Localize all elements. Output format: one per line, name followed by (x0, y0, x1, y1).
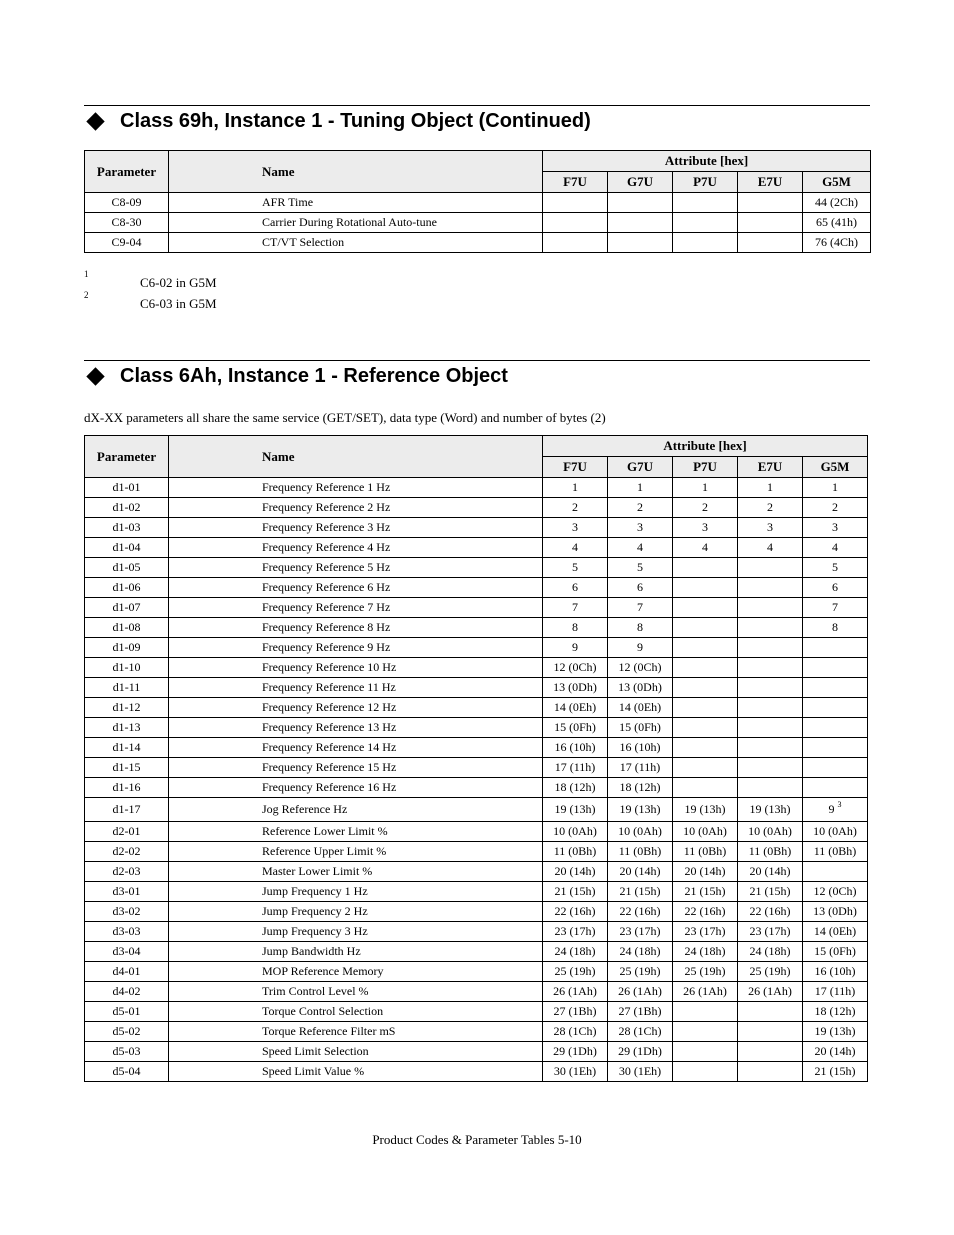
attribute-cell: 2 (543, 498, 608, 518)
attribute-cell: 11 (0Bh) (803, 842, 868, 862)
table-row (85, 778, 868, 798)
attribute-cell (738, 1062, 803, 1082)
attribute-cell: 12 (0Ch) (543, 658, 608, 678)
name-cell: Reference Upper Limit % (169, 842, 543, 862)
attribute-cell: 14 (0Eh) (803, 922, 868, 942)
attribute-cell: 10 (0Ah) (608, 822, 673, 842)
table-row (85, 942, 868, 962)
attribute-cell: 16 (10h) (543, 738, 608, 758)
attribute-cell: 19 (13h) (608, 798, 673, 822)
table-row (85, 498, 868, 518)
table-row (85, 598, 868, 618)
attribute-cell: 25 (19h) (608, 962, 673, 982)
attribute-cell: 15 (0Fh) (543, 718, 608, 738)
parameter-cell: d1-03 (85, 518, 169, 538)
attribute-cell: 13 (0Dh) (803, 902, 868, 922)
parameter-cell: d3-02 (85, 902, 169, 922)
parameter-cell: d4-02 (85, 982, 169, 1002)
attribute-cell: 2 (608, 498, 673, 518)
attribute-cell: 22 (16h) (673, 902, 738, 922)
tuning-object-table (84, 150, 871, 253)
table-row (85, 518, 868, 538)
attribute-cell: 2 (803, 498, 868, 518)
attribute-cell: 20 (14h) (608, 862, 673, 882)
attribute-cell: 12 (0Ch) (608, 658, 673, 678)
table-row (85, 538, 868, 558)
attribute-cell: 7 (543, 598, 608, 618)
table-row (85, 658, 868, 678)
table-row (85, 738, 868, 758)
col-header-g5m: G5M (803, 172, 871, 193)
name-cell: CT/VT Selection (169, 233, 543, 253)
attribute-cell: 11 (0Bh) (673, 842, 738, 862)
parameter-cell: d2-02 (85, 842, 169, 862)
attribute-cell: 1 (803, 478, 868, 498)
table-row (85, 718, 868, 738)
col-header-g7u: G7U (608, 457, 673, 478)
attribute-cell: 5 (543, 558, 608, 578)
attribute-cell (738, 678, 803, 698)
name-cell: Frequency Reference 4 Hz (169, 538, 543, 558)
attribute-cell: 21 (15h) (543, 882, 608, 902)
table-row (85, 558, 868, 578)
attribute-cell: 27 (1Bh) (543, 1002, 608, 1022)
attribute-cell: 28 (1Ch) (543, 1022, 608, 1042)
parameter-cell: d1-06 (85, 578, 169, 598)
attribute-header: Attribute [hex] (543, 151, 871, 172)
name-cell: Frequency Reference 2 Hz (169, 498, 543, 518)
attribute-cell (738, 193, 803, 213)
attribute-cell: 19 (13h) (738, 798, 803, 822)
attribute-cell: 19 (13h) (803, 1022, 868, 1042)
attribute-cell: 17 (11h) (803, 982, 868, 1002)
attribute-cell (803, 658, 868, 678)
attribute-cell (673, 578, 738, 598)
page-footer: Product Codes & Parameter Tables 5-10 (372, 1132, 582, 1147)
attribute-cell: 26 (1Ah) (608, 982, 673, 1002)
attribute-cell: 21 (15h) (738, 882, 803, 902)
section-heading (84, 361, 508, 391)
attribute-cell: 24 (18h) (738, 942, 803, 962)
table-row (85, 1022, 868, 1042)
attribute-cell: 19 (13h) (673, 798, 738, 822)
col-header-f7u: F7U (543, 172, 608, 193)
attribute-cell: 15 (0Fh) (608, 718, 673, 738)
attribute-cell (673, 758, 738, 778)
attribute-cell (803, 718, 868, 738)
table-row (85, 902, 868, 922)
col-header-p7u: P7U (673, 172, 738, 193)
attribute-cell (738, 738, 803, 758)
attribute-cell: 3 (803, 518, 868, 538)
parameter-cell: d1-01 (85, 478, 169, 498)
attribute-cell (738, 758, 803, 778)
attribute-cell (738, 718, 803, 738)
table-row (85, 578, 868, 598)
attribute-cell: 44 (2Ch) (803, 193, 871, 213)
name-cell: Carrier During Rotational Auto-tune (169, 213, 543, 233)
attribute-cell: 12 (0Ch) (803, 882, 868, 902)
name-cell: Jump Frequency 2 Hz (169, 902, 543, 922)
attribute-cell (673, 678, 738, 698)
name-cell: Frequency Reference 15 Hz (169, 758, 543, 778)
diamond-bullet-icon (86, 112, 104, 130)
table-row (85, 478, 868, 498)
name-cell: Frequency Reference 1 Hz (169, 478, 543, 498)
name-header: Name (169, 151, 543, 193)
parameter-cell: d1-13 (85, 718, 169, 738)
footnote-text: C6-02 in G5M (140, 275, 217, 290)
footnote-number: 1 (84, 269, 89, 279)
attribute-cell: 23 (17h) (608, 922, 673, 942)
name-cell: Torque Control Selection (169, 1002, 543, 1022)
attribute-cell (673, 1002, 738, 1022)
attribute-cell (673, 193, 738, 213)
parameter-cell: d1-10 (85, 658, 169, 678)
attribute-cell: 20 (14h) (738, 862, 803, 882)
parameter-cell: d3-01 (85, 882, 169, 902)
name-cell: Frequency Reference 5 Hz (169, 558, 543, 578)
parameter-cell: d3-04 (85, 942, 169, 962)
col-header-g5m: G5M (803, 457, 868, 478)
parameter-cell: d1-05 (85, 558, 169, 578)
attribute-cell (738, 638, 803, 658)
attribute-cell (673, 718, 738, 738)
attribute-cell: 11 (0Bh) (608, 842, 673, 862)
attribute-cell (673, 618, 738, 638)
name-cell: Frequency Reference 9 Hz (169, 638, 543, 658)
table-row (85, 862, 868, 882)
table-body (85, 478, 868, 1082)
table-row (85, 1042, 868, 1062)
col-header-g7u: G7U (608, 172, 673, 193)
col-header-p7u: P7U (673, 457, 738, 478)
name-cell: Trim Control Level % (169, 982, 543, 1002)
reference-object-table (84, 435, 868, 1082)
attribute-cell: 24 (18h) (673, 942, 738, 962)
attribute-cell: 6 (608, 578, 673, 598)
attribute-cell: 20 (14h) (673, 862, 738, 882)
parameter-cell: d5-04 (85, 1062, 169, 1082)
attribute-cell (803, 778, 868, 798)
name-cell: Frequency Reference 8 Hz (169, 618, 543, 638)
attribute-cell: 14 (0Eh) (608, 698, 673, 718)
table-row (85, 213, 871, 233)
attribute-cell (543, 233, 608, 253)
attribute-cell: 24 (18h) (608, 942, 673, 962)
attribute-cell (673, 698, 738, 718)
attribute-cell: 7 (803, 598, 868, 618)
attribute-cell: 13 (0Dh) (608, 678, 673, 698)
attribute-cell: 18 (12h) (543, 778, 608, 798)
table-body (85, 193, 871, 253)
attribute-cell (738, 233, 803, 253)
attribute-cell: 1 (608, 478, 673, 498)
name-cell: Frequency Reference 10 Hz (169, 658, 543, 678)
attribute-cell (738, 1022, 803, 1042)
attribute-cell: 21 (15h) (803, 1062, 868, 1082)
attribute-cell (608, 233, 673, 253)
name-cell: Jump Frequency 1 Hz (169, 882, 543, 902)
attribute-cell: 3 (738, 518, 803, 538)
attribute-cell: 14 (0Eh) (543, 698, 608, 718)
attribute-cell: 2 (738, 498, 803, 518)
attribute-value: 9 (828, 802, 835, 816)
name-cell: Jump Bandwidth Hz (169, 942, 543, 962)
name-cell: Frequency Reference 14 Hz (169, 738, 543, 758)
attribute-cell (803, 678, 868, 698)
parameter-cell: d1-14 (85, 738, 169, 758)
attribute-cell: 29 (1Dh) (543, 1042, 608, 1062)
attribute-cell: 19 (13h) (543, 798, 608, 822)
table-row (85, 842, 868, 862)
attribute-cell (803, 698, 868, 718)
attribute-cell (673, 778, 738, 798)
attribute-cell: 17 (11h) (543, 758, 608, 778)
attribute-cell (673, 738, 738, 758)
attribute-cell (608, 193, 673, 213)
parameter-cell: C9-04 (85, 233, 169, 253)
section-title: Class 69h, Instance 1 - Tuning Object (Continued) (120, 109, 591, 132)
parameter-cell: d1-07 (85, 598, 169, 618)
attribute-cell: 9 (543, 638, 608, 658)
name-cell: Torque Reference Filter mS (169, 1022, 543, 1042)
attribute-cell (738, 558, 803, 578)
attribute-cell: 26 (1Ah) (543, 982, 608, 1002)
diamond-bullet-icon (86, 367, 104, 385)
parameter-cell: d1-15 (85, 758, 169, 778)
name-cell: Frequency Reference 6 Hz (169, 578, 543, 598)
table-row (85, 962, 868, 982)
attribute-cell: 27 (1Bh) (608, 1002, 673, 1022)
attribute-cell: 17 (11h) (608, 758, 673, 778)
attribute-cell: 5 (803, 558, 868, 578)
col-header-e7u: E7U (738, 172, 803, 193)
attribute-cell (803, 862, 868, 882)
attribute-header: Attribute [hex] (543, 436, 868, 457)
name-cell: Reference Lower Limit % (169, 822, 543, 842)
table-row (85, 922, 868, 942)
attribute-cell (803, 738, 868, 758)
table-row (85, 1062, 868, 1082)
attribute-cell: 10 (0Ah) (543, 822, 608, 842)
attribute-cell: 4 (738, 538, 803, 558)
attribute-cell: 10 (0Ah) (803, 822, 868, 842)
name-cell: Frequency Reference 11 Hz (169, 678, 543, 698)
name-cell: Frequency Reference 12 Hz (169, 698, 543, 718)
attribute-cell (673, 558, 738, 578)
parameter-cell: d3-03 (85, 922, 169, 942)
attribute-cell: 29 (1Dh) (608, 1042, 673, 1062)
table-row (85, 882, 868, 902)
attribute-cell (673, 213, 738, 233)
attribute-cell: 3 (608, 518, 673, 538)
footnote-ref: 3 (837, 800, 842, 809)
parameter-cell: d1-02 (85, 498, 169, 518)
attribute-cell: 4 (673, 538, 738, 558)
attribute-cell (673, 638, 738, 658)
name-cell: Master Lower Limit % (169, 862, 543, 882)
parameter-cell: d4-01 (85, 962, 169, 982)
attribute-cell (738, 1002, 803, 1022)
table-row (85, 798, 868, 822)
attribute-cell: 10 (0Ah) (738, 822, 803, 842)
attribute-cell: 65 (41h) (803, 213, 871, 233)
name-cell: Speed Limit Selection (169, 1042, 543, 1062)
attribute-cell: 11 (0Bh) (543, 842, 608, 862)
attribute-cell: 3 (673, 518, 738, 538)
attribute-cell (738, 1042, 803, 1062)
attribute-cell: 25 (19h) (738, 962, 803, 982)
intro-text: dX-XX parameters all share the same service (GET/SET), data type (Word) and number of bytes (2) (84, 410, 606, 425)
attribute-cell (738, 598, 803, 618)
name-cell: Jog Reference Hz (169, 798, 543, 822)
attribute-cell: 16 (10h) (803, 962, 868, 982)
attribute-cell: 26 (1Ah) (738, 982, 803, 1002)
attribute-cell: 21 (15h) (673, 882, 738, 902)
attribute-cell: 30 (1Eh) (543, 1062, 608, 1082)
parameter-cell: d5-01 (85, 1002, 169, 1022)
attribute-cell: 9 (608, 638, 673, 658)
attribute-cell: 1 (673, 478, 738, 498)
attribute-cell: 24 (18h) (543, 942, 608, 962)
parameter-header: Parameter (85, 436, 169, 478)
attribute-cell: 23 (17h) (738, 922, 803, 942)
col-header-f7u: F7U (543, 457, 608, 478)
attribute-cell: 8 (608, 618, 673, 638)
attribute-cell: 4 (543, 538, 608, 558)
attribute-cell: 30 (1Eh) (608, 1062, 673, 1082)
attribute-cell (803, 758, 868, 778)
table-row (85, 638, 868, 658)
attribute-cell: 15 (0Fh) (803, 942, 868, 962)
table-row (85, 193, 871, 213)
parameter-cell: d1-12 (85, 698, 169, 718)
attribute-cell: 22 (16h) (543, 902, 608, 922)
attribute-cell (803, 798, 868, 822)
table-row (85, 758, 868, 778)
parameter-cell: d1-04 (85, 538, 169, 558)
attribute-cell: 8 (803, 618, 868, 638)
footnote-number: 2 (84, 290, 89, 300)
attribute-cell: 3 (543, 518, 608, 538)
attribute-cell: 7 (608, 598, 673, 618)
name-header: Name (169, 436, 543, 478)
attribute-cell (673, 658, 738, 678)
attribute-cell: 21 (15h) (608, 882, 673, 902)
attribute-cell (738, 698, 803, 718)
attribute-cell: 25 (19h) (673, 962, 738, 982)
attribute-cell: 18 (12h) (803, 1002, 868, 1022)
name-cell: AFR Time (169, 193, 543, 213)
name-cell: Frequency Reference 3 Hz (169, 518, 543, 538)
table-row (85, 822, 868, 842)
attribute-cell (738, 213, 803, 233)
name-cell: MOP Reference Memory (169, 962, 543, 982)
attribute-cell: 6 (803, 578, 868, 598)
name-cell: Jump Frequency 3 Hz (169, 922, 543, 942)
attribute-cell: 23 (17h) (543, 922, 608, 942)
attribute-cell: 16 (10h) (608, 738, 673, 758)
table-row (85, 1002, 868, 1022)
parameter-cell: d2-01 (85, 822, 169, 842)
attribute-cell: 25 (19h) (543, 962, 608, 982)
parameter-cell: d1-11 (85, 678, 169, 698)
parameter-cell: d1-09 (85, 638, 169, 658)
attribute-cell: 6 (543, 578, 608, 598)
parameter-cell: d1-08 (85, 618, 169, 638)
table-row (85, 618, 868, 638)
attribute-cell: 4 (608, 538, 673, 558)
attribute-cell (673, 1062, 738, 1082)
table-row (85, 698, 868, 718)
attribute-cell: 18 (12h) (608, 778, 673, 798)
attribute-cell: 22 (16h) (738, 902, 803, 922)
table-row (85, 678, 868, 698)
table-row (85, 233, 871, 253)
attribute-cell: 11 (0Bh) (738, 842, 803, 862)
section-title: Class 6Ah, Instance 1 - Reference Object (120, 364, 508, 387)
name-cell: Frequency Reference 7 Hz (169, 598, 543, 618)
section-heading (84, 106, 591, 136)
attribute-cell: 2 (673, 498, 738, 518)
attribute-cell: 28 (1Ch) (608, 1022, 673, 1042)
attribute-cell: 20 (14h) (543, 862, 608, 882)
name-cell: Frequency Reference 13 Hz (169, 718, 543, 738)
table-row (85, 982, 868, 1002)
attribute-cell (673, 1042, 738, 1062)
attribute-cell (803, 638, 868, 658)
parameter-cell: d5-03 (85, 1042, 169, 1062)
attribute-cell (543, 193, 608, 213)
attribute-cell: 26 (1Ah) (673, 982, 738, 1002)
attribute-cell: 10 (0Ah) (673, 822, 738, 842)
attribute-cell: 76 (4Ch) (803, 233, 871, 253)
attribute-cell (673, 233, 738, 253)
attribute-cell (673, 598, 738, 618)
attribute-cell: 23 (17h) (673, 922, 738, 942)
parameter-header: Parameter (85, 151, 169, 193)
parameter-cell: C8-30 (85, 213, 169, 233)
parameter-cell: d1-16 (85, 778, 169, 798)
attribute-cell: 5 (608, 558, 673, 578)
parameter-cell: d1-17 (85, 798, 169, 822)
attribute-cell (738, 658, 803, 678)
attribute-cell: 13 (0Dh) (543, 678, 608, 698)
attribute-cell (738, 578, 803, 598)
attribute-cell (608, 213, 673, 233)
attribute-cell (673, 1022, 738, 1042)
parameter-cell: d5-02 (85, 1022, 169, 1042)
attribute-cell: 1 (543, 478, 608, 498)
attribute-cell: 4 (803, 538, 868, 558)
name-cell: Frequency Reference 16 Hz (169, 778, 543, 798)
parameter-cell: C8-09 (85, 193, 169, 213)
attribute-cell (543, 213, 608, 233)
footnote-text: C6-03 in G5M (140, 296, 217, 311)
attribute-cell: 22 (16h) (608, 902, 673, 922)
attribute-cell: 20 (14h) (803, 1042, 868, 1062)
attribute-cell (738, 778, 803, 798)
col-header-e7u: E7U (738, 457, 803, 478)
attribute-cell: 1 (738, 478, 803, 498)
name-cell: Speed Limit Value % (169, 1062, 543, 1082)
attribute-cell (738, 618, 803, 638)
parameter-cell: d2-03 (85, 862, 169, 882)
attribute-cell: 8 (543, 618, 608, 638)
